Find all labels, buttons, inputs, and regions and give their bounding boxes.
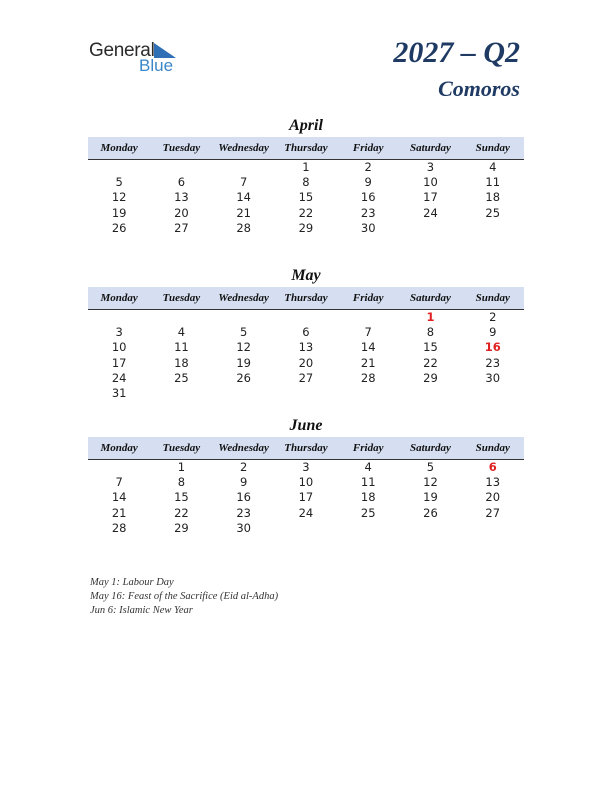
weekday-label: Monday (100, 292, 138, 304)
week-row (88, 310, 524, 325)
day-cell: 20 (485, 490, 501, 505)
weekday-label: Wednesday (218, 142, 269, 154)
weekday-label: Tuesday (162, 142, 201, 154)
day-cell: 2 (240, 460, 248, 474)
empty-day-cell (399, 221, 461, 236)
weekday-label: Friday (352, 442, 384, 454)
week-row (88, 221, 524, 236)
day-cell: 30 (485, 370, 501, 385)
week-row (88, 506, 524, 521)
month-name: June (289, 417, 323, 434)
weekday-label: Tuesday (162, 292, 201, 304)
empty-day-cell (213, 160, 275, 175)
day-cell: 17 (298, 490, 314, 505)
day-cell: 13 (298, 340, 314, 355)
day-cell: 23 (236, 505, 251, 520)
empty-day-cell (462, 221, 524, 236)
empty-day-cell (462, 386, 524, 401)
day-cell: 6 (488, 460, 497, 474)
day-cell: 28 (360, 370, 376, 385)
day-cell: 17 (111, 355, 127, 370)
day-cell: 30 (236, 520, 251, 535)
day-cell: 22 (298, 205, 314, 220)
month-block (88, 265, 524, 401)
day-cell: 24 (298, 505, 314, 520)
weekday-label: Saturday (409, 442, 451, 454)
day-cell: 24 (111, 370, 127, 385)
weekday-header (88, 287, 524, 310)
day-cell: 7 (364, 325, 372, 340)
day-cell: 27 (174, 220, 189, 235)
day-cell: 21 (111, 505, 127, 520)
day-cell: 5 (426, 460, 435, 474)
empty-day-cell (337, 386, 399, 401)
holiday-notes (90, 576, 278, 618)
empty-day-cell (275, 386, 337, 401)
day-cell: 17 (423, 190, 438, 205)
day-cell: 13 (174, 190, 189, 205)
day-cell: 21 (236, 205, 251, 220)
day-cell: 29 (298, 220, 314, 235)
empty-day-cell (213, 310, 275, 325)
week-row (88, 190, 524, 205)
day-cell: 10 (298, 475, 314, 490)
day-cell: 5 (240, 325, 248, 340)
day-cell: 12 (423, 475, 438, 490)
week-row (88, 325, 524, 340)
day-cell: 11 (360, 475, 376, 490)
day-cell: 20 (174, 205, 189, 220)
day-cell: 8 (302, 175, 310, 190)
day-cell: 12 (236, 340, 251, 355)
month-block (88, 415, 524, 536)
holiday-note: May 1: Labour Day (90, 577, 174, 588)
month-name: May (291, 267, 321, 284)
weekday-label: Monday (100, 142, 138, 154)
weekday-label: Saturday (409, 142, 451, 154)
day-cell: 28 (236, 220, 251, 235)
weekday-label: Monday (100, 442, 138, 454)
week-row (88, 521, 524, 536)
month-name: April (289, 117, 323, 134)
empty-day-cell (275, 521, 337, 536)
day-cell: 29 (423, 370, 438, 385)
empty-day-cell (88, 160, 150, 175)
day-cell: 10 (111, 340, 127, 355)
day-cell: 13 (485, 475, 501, 490)
empty-day-cell (399, 386, 461, 401)
day-cell: 25 (174, 370, 189, 385)
day-cell: 28 (111, 520, 127, 535)
week-row (88, 340, 524, 355)
day-cell: 9 (240, 475, 248, 490)
logo-general-text: General (89, 40, 155, 61)
logo (89, 40, 189, 76)
day-cell: 27 (298, 370, 314, 385)
day-cell: 9 (489, 325, 497, 340)
day-cell: 5 (115, 175, 123, 190)
empty-day-cell (275, 310, 337, 325)
day-cell: 7 (115, 475, 123, 490)
weekday-label: Tuesday (162, 442, 201, 454)
day-cell: 10 (423, 175, 438, 190)
day-cell: 25 (360, 505, 376, 520)
day-cell: 4 (489, 160, 497, 174)
week-row (88, 206, 524, 221)
weekday-label: Sunday (475, 442, 510, 454)
day-cell: 20 (298, 355, 314, 370)
week-row (88, 460, 524, 475)
day-cell: 6 (302, 325, 310, 340)
holiday-note: Jun 6: Islamic New Year (90, 605, 193, 616)
day-cell: 30 (360, 220, 376, 235)
page-title: 2027 – Q2 (393, 36, 520, 69)
day-cell: 19 (236, 355, 251, 370)
day-cell: 1 (177, 460, 186, 474)
week-row (88, 475, 524, 490)
weekday-label: Wednesday (218, 442, 269, 454)
day-cell: 18 (360, 490, 376, 505)
day-cell: 15 (298, 190, 314, 205)
week-row (88, 386, 524, 401)
day-cell: 14 (111, 490, 127, 505)
day-cell: 18 (485, 190, 501, 205)
weekday-label: Sunday (475, 292, 510, 304)
day-cell: 23 (485, 355, 501, 370)
week-row (88, 490, 524, 505)
weekday-header (88, 137, 524, 160)
weekday-label: Thursday (284, 142, 328, 154)
empty-day-cell (399, 521, 461, 536)
day-cell: 26 (236, 370, 251, 385)
day-cell: 4 (364, 460, 372, 474)
month-block (88, 115, 524, 236)
day-cell: 16 (360, 190, 376, 205)
day-cell: 3 (426, 160, 435, 174)
day-cell: 9 (364, 175, 372, 190)
day-cell: 7 (240, 175, 248, 190)
day-cell: 16 (484, 340, 501, 355)
weekday-label: Friday (352, 292, 384, 304)
empty-day-cell (150, 160, 212, 175)
day-cell: 15 (423, 340, 438, 355)
weekday-label: Thursday (284, 292, 328, 304)
weekday-label: Saturday (409, 292, 451, 304)
day-cell: 19 (111, 205, 127, 220)
day-cell: 11 (174, 340, 189, 355)
week-row (88, 160, 524, 175)
day-cell: 16 (236, 490, 251, 505)
day-cell: 4 (177, 325, 186, 340)
empty-day-cell (88, 310, 150, 325)
empty-day-cell (462, 521, 524, 536)
empty-day-cell (213, 386, 275, 401)
day-cell: 6 (177, 175, 186, 190)
day-cell: 14 (236, 190, 251, 205)
weekday-label: Thursday (284, 442, 328, 454)
day-cell: 1 (426, 310, 435, 324)
day-cell: 12 (111, 190, 127, 205)
weekday-label: Friday (352, 142, 384, 154)
day-cell: 26 (423, 505, 438, 520)
day-cell: 14 (360, 340, 376, 355)
empty-day-cell (337, 521, 399, 536)
day-cell: 25 (485, 205, 501, 220)
week-row (88, 356, 524, 371)
day-cell: 24 (423, 205, 438, 220)
weekday-label: Wednesday (218, 292, 269, 304)
day-cell: 2 (364, 160, 372, 174)
country-title: Comoros (438, 76, 520, 101)
logo-blue-text: Blue (139, 56, 174, 75)
day-cell: 22 (423, 355, 438, 370)
empty-day-cell (88, 460, 150, 475)
empty-day-cell (337, 310, 399, 325)
day-cell: 3 (302, 460, 310, 474)
day-cell: 15 (174, 490, 189, 505)
day-cell: 29 (174, 520, 189, 535)
day-cell: 3 (115, 325, 123, 340)
day-cell: 11 (485, 175, 501, 190)
day-cell: 26 (111, 220, 127, 235)
day-cell: 8 (177, 475, 186, 490)
day-cell: 1 (302, 160, 310, 174)
day-cell: 22 (174, 505, 189, 520)
weekday-label: Sunday (475, 142, 510, 154)
day-cell: 19 (423, 490, 438, 505)
weekday-header (88, 437, 524, 460)
empty-day-cell (150, 310, 212, 325)
day-cell: 31 (111, 385, 127, 400)
empty-day-cell (150, 386, 212, 401)
day-cell: 8 (426, 325, 435, 340)
day-cell: 23 (360, 205, 376, 220)
week-row (88, 371, 524, 386)
week-row (88, 175, 524, 190)
day-cell: 18 (174, 355, 189, 370)
day-cell: 2 (489, 310, 497, 324)
day-cell: 21 (360, 355, 376, 370)
day-cell: 27 (485, 505, 501, 520)
holiday-note: May 16: Feast of the Sacrifice (Eid al-Adha) (90, 591, 279, 602)
